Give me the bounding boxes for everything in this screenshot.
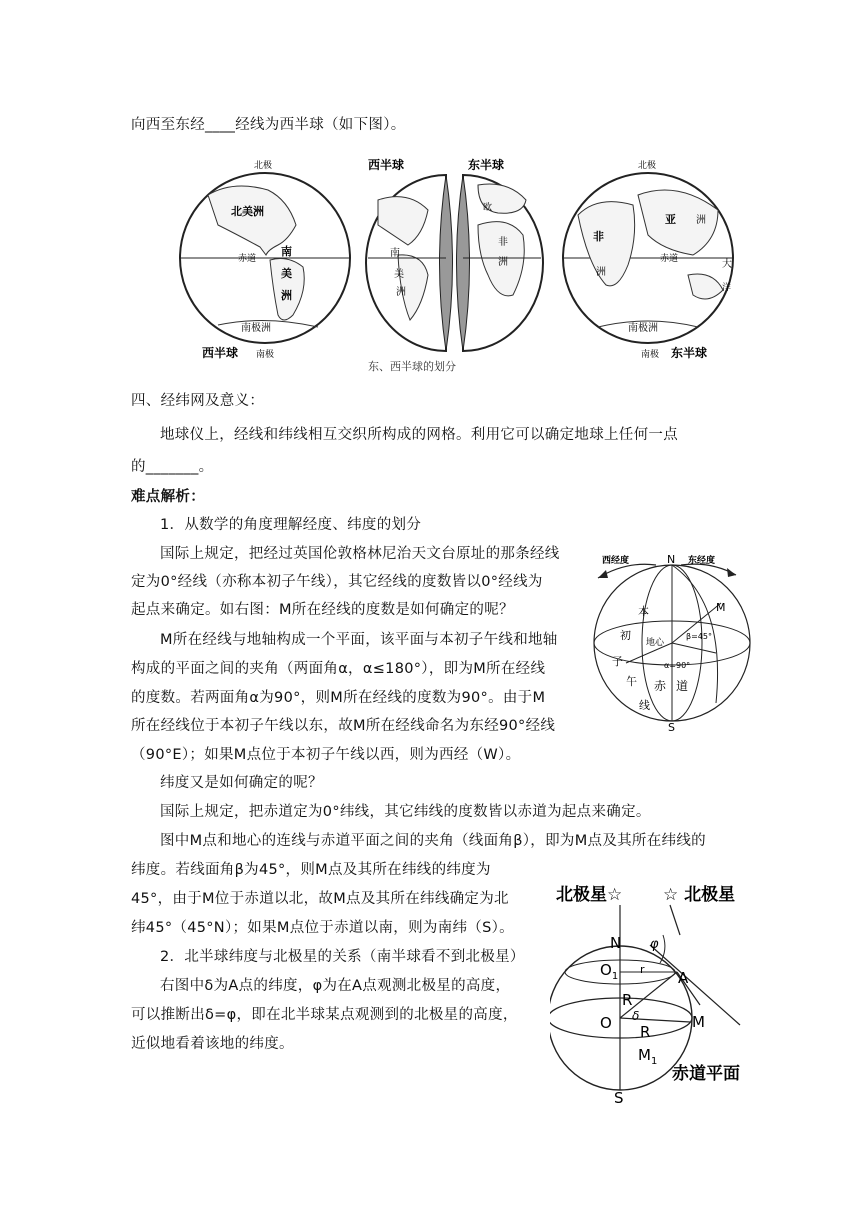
polaris-right-label: ☆ 北极星 — [663, 885, 736, 905]
equator-char: 道 — [676, 679, 689, 693]
east-hemisphere-label: 东半球 — [671, 346, 708, 360]
antarctica-label: 南极洲 — [241, 323, 271, 334]
paragraph-line: 地球仪上，经线和纬线相互交织所构成的网格。利用它可以确定地球上任何一点 — [160, 427, 678, 443]
paragraph-line: 国际上规定，把赤道定为0°纬线，其它纬线的度数皆以赤道为起点来确定。 — [160, 804, 651, 820]
paragraph-line: 构成的平面之间的夹角（两面角α，α≤180°），即为M所在经线 — [131, 661, 546, 677]
lat-long-figure — [586, 553, 761, 733]
r2-label: R — [640, 1023, 651, 1041]
east-longitude-label: 东经度 — [688, 556, 716, 566]
prime-meridian-char: 初 — [620, 629, 631, 642]
equator-label: 赤道 — [660, 254, 679, 264]
paragraph-line: 起点来确定。如右图：M所在经线的度数是如何确定的呢？ — [131, 602, 514, 618]
m-point-label: M — [716, 601, 726, 614]
phi-label: φ — [650, 937, 659, 952]
subheading: 1．从数学的角度理解经度、纬度的划分 — [160, 517, 422, 533]
west-hemisphere-label: 西半球 — [202, 346, 239, 360]
asia-label: 亚 — [665, 213, 676, 226]
oceania-label: 洋 — [722, 283, 732, 293]
paragraph-line: 纬45°（45°N）；如果M点位于赤道以南，则为南纬（S）。 — [131, 920, 514, 936]
prime-meridian-char: 子 — [612, 655, 623, 668]
prime-meridian-char: 本 — [638, 605, 649, 618]
north-label: N — [610, 934, 622, 952]
subheading: 2．北半球纬度与北极星的关系（南半球看不到北极星） — [160, 949, 525, 965]
paragraph-line: 近似地看着该地的纬度。 — [131, 1036, 294, 1052]
south-america-label: 洲 — [281, 289, 292, 302]
south-label: S — [614, 1089, 624, 1105]
polaris-left-label: 北极星☆ — [556, 885, 623, 905]
europe-label: 欧 — [483, 203, 493, 213]
difficulty-heading: 难点解析： — [131, 489, 205, 505]
paragraph-line: 图中M点和地心的连线与赤道平面之间的夹角（线面角β），即为M点及其所在纬线的 — [160, 833, 706, 849]
north-america-label: 北美洲 — [231, 205, 264, 218]
polaris-figure — [550, 875, 765, 1105]
antarctica-label: 南极洲 — [628, 323, 658, 334]
north-pole-label: 北极 — [638, 161, 657, 171]
oceania-label: 大 — [722, 259, 732, 270]
m-point-label: M — [692, 1013, 705, 1031]
equator-char: 赤 — [654, 679, 667, 693]
paragraph-line: 所在经线位于本初子午线以东，故M所在经线命名为东经90°经线 — [131, 718, 556, 734]
equator-label: 赤道 — [238, 254, 257, 264]
paragraph-line: M所在经线与地轴构成一个平面，该平面与本初子午线和地轴 — [160, 632, 558, 648]
prime-meridian-char: 午 — [626, 675, 637, 688]
o1-label: $O_1$ — [600, 961, 619, 982]
south-america-label: 洲 — [396, 287, 406, 298]
west-hemisphere-title: 西半球 — [368, 158, 405, 172]
m1-label: $M_1$ — [638, 1046, 658, 1067]
africa-label: 非 — [593, 230, 604, 243]
paragraph-line: 定为0°经线（亦称本初子午线），其它经线的度数皆以0°经线为 — [131, 574, 543, 590]
small-r-label: r — [640, 963, 645, 976]
paragraph-line: 右图中δ为A点的纬度，φ为在A点观测北极星的高度， — [160, 978, 511, 994]
south-pole-label: 南极 — [256, 350, 275, 360]
paragraph-line: （90°E）；如果M点位于本初子午线以西，则为西经（W）。 — [131, 747, 521, 763]
africa-label: 非 — [498, 237, 508, 248]
paragraph-line: 的度数。若两面角α为90°，则M所在经线的度数为90°。由于M — [131, 690, 546, 706]
earth-center-label: 地心 — [646, 638, 665, 648]
south-pole-label: 南极 — [641, 350, 660, 360]
o-center-label: O — [600, 1014, 612, 1032]
equator-plane-label: 赤道平面 — [672, 1064, 740, 1084]
text-line: 向西至东经____经线为西半球（如下图）。 — [131, 117, 406, 133]
south-america-label: 南 — [390, 248, 400, 259]
section-heading: 四、经纬网及意义： — [131, 393, 265, 409]
paragraph-line: 的_______。 — [131, 459, 214, 475]
east-hemisphere-title: 东半球 — [468, 158, 505, 172]
a-point-label: A — [678, 969, 689, 987]
delta-label: δ — [632, 1009, 640, 1023]
south-america-label: 美 — [281, 267, 292, 280]
prime-meridian-char: 线 — [639, 699, 650, 712]
figure-caption: 东、西半球的划分 — [368, 360, 456, 373]
africa-label: 洲 — [498, 257, 508, 268]
asia-label: 洲 — [696, 215, 706, 226]
paragraph-line: 国际上规定，把经过英国伦敦格林尼治天文台原址的那条经线 — [160, 546, 560, 562]
beta-label: β=45° — [686, 632, 712, 641]
north-pole-label: 北极 — [254, 161, 273, 171]
paragraph-line: 可以推断出δ=φ，即在北半球某点观测到的北极星的高度， — [131, 1007, 518, 1023]
alpha-label: α=90° — [664, 661, 691, 670]
south-america-label: 美 — [394, 269, 404, 280]
south-label: S — [668, 721, 675, 733]
north-label: N — [667, 553, 676, 566]
paragraph-line: 纬度又是如何确定的呢？ — [160, 775, 323, 791]
paragraph-line: 纬度。若线面角β为45°，则M点及其所在纬线的纬度为 — [131, 862, 491, 878]
africa-label: 洲 — [596, 267, 606, 278]
hemisphere-figure — [178, 155, 738, 380]
west-longitude-label: 西经度 — [602, 556, 630, 566]
r1-label: R — [622, 991, 633, 1009]
paragraph-line: 45°，由于M位于赤道以北，故M点及其所在纬线确定为北 — [131, 891, 509, 907]
south-america-label: 南 — [281, 245, 292, 258]
